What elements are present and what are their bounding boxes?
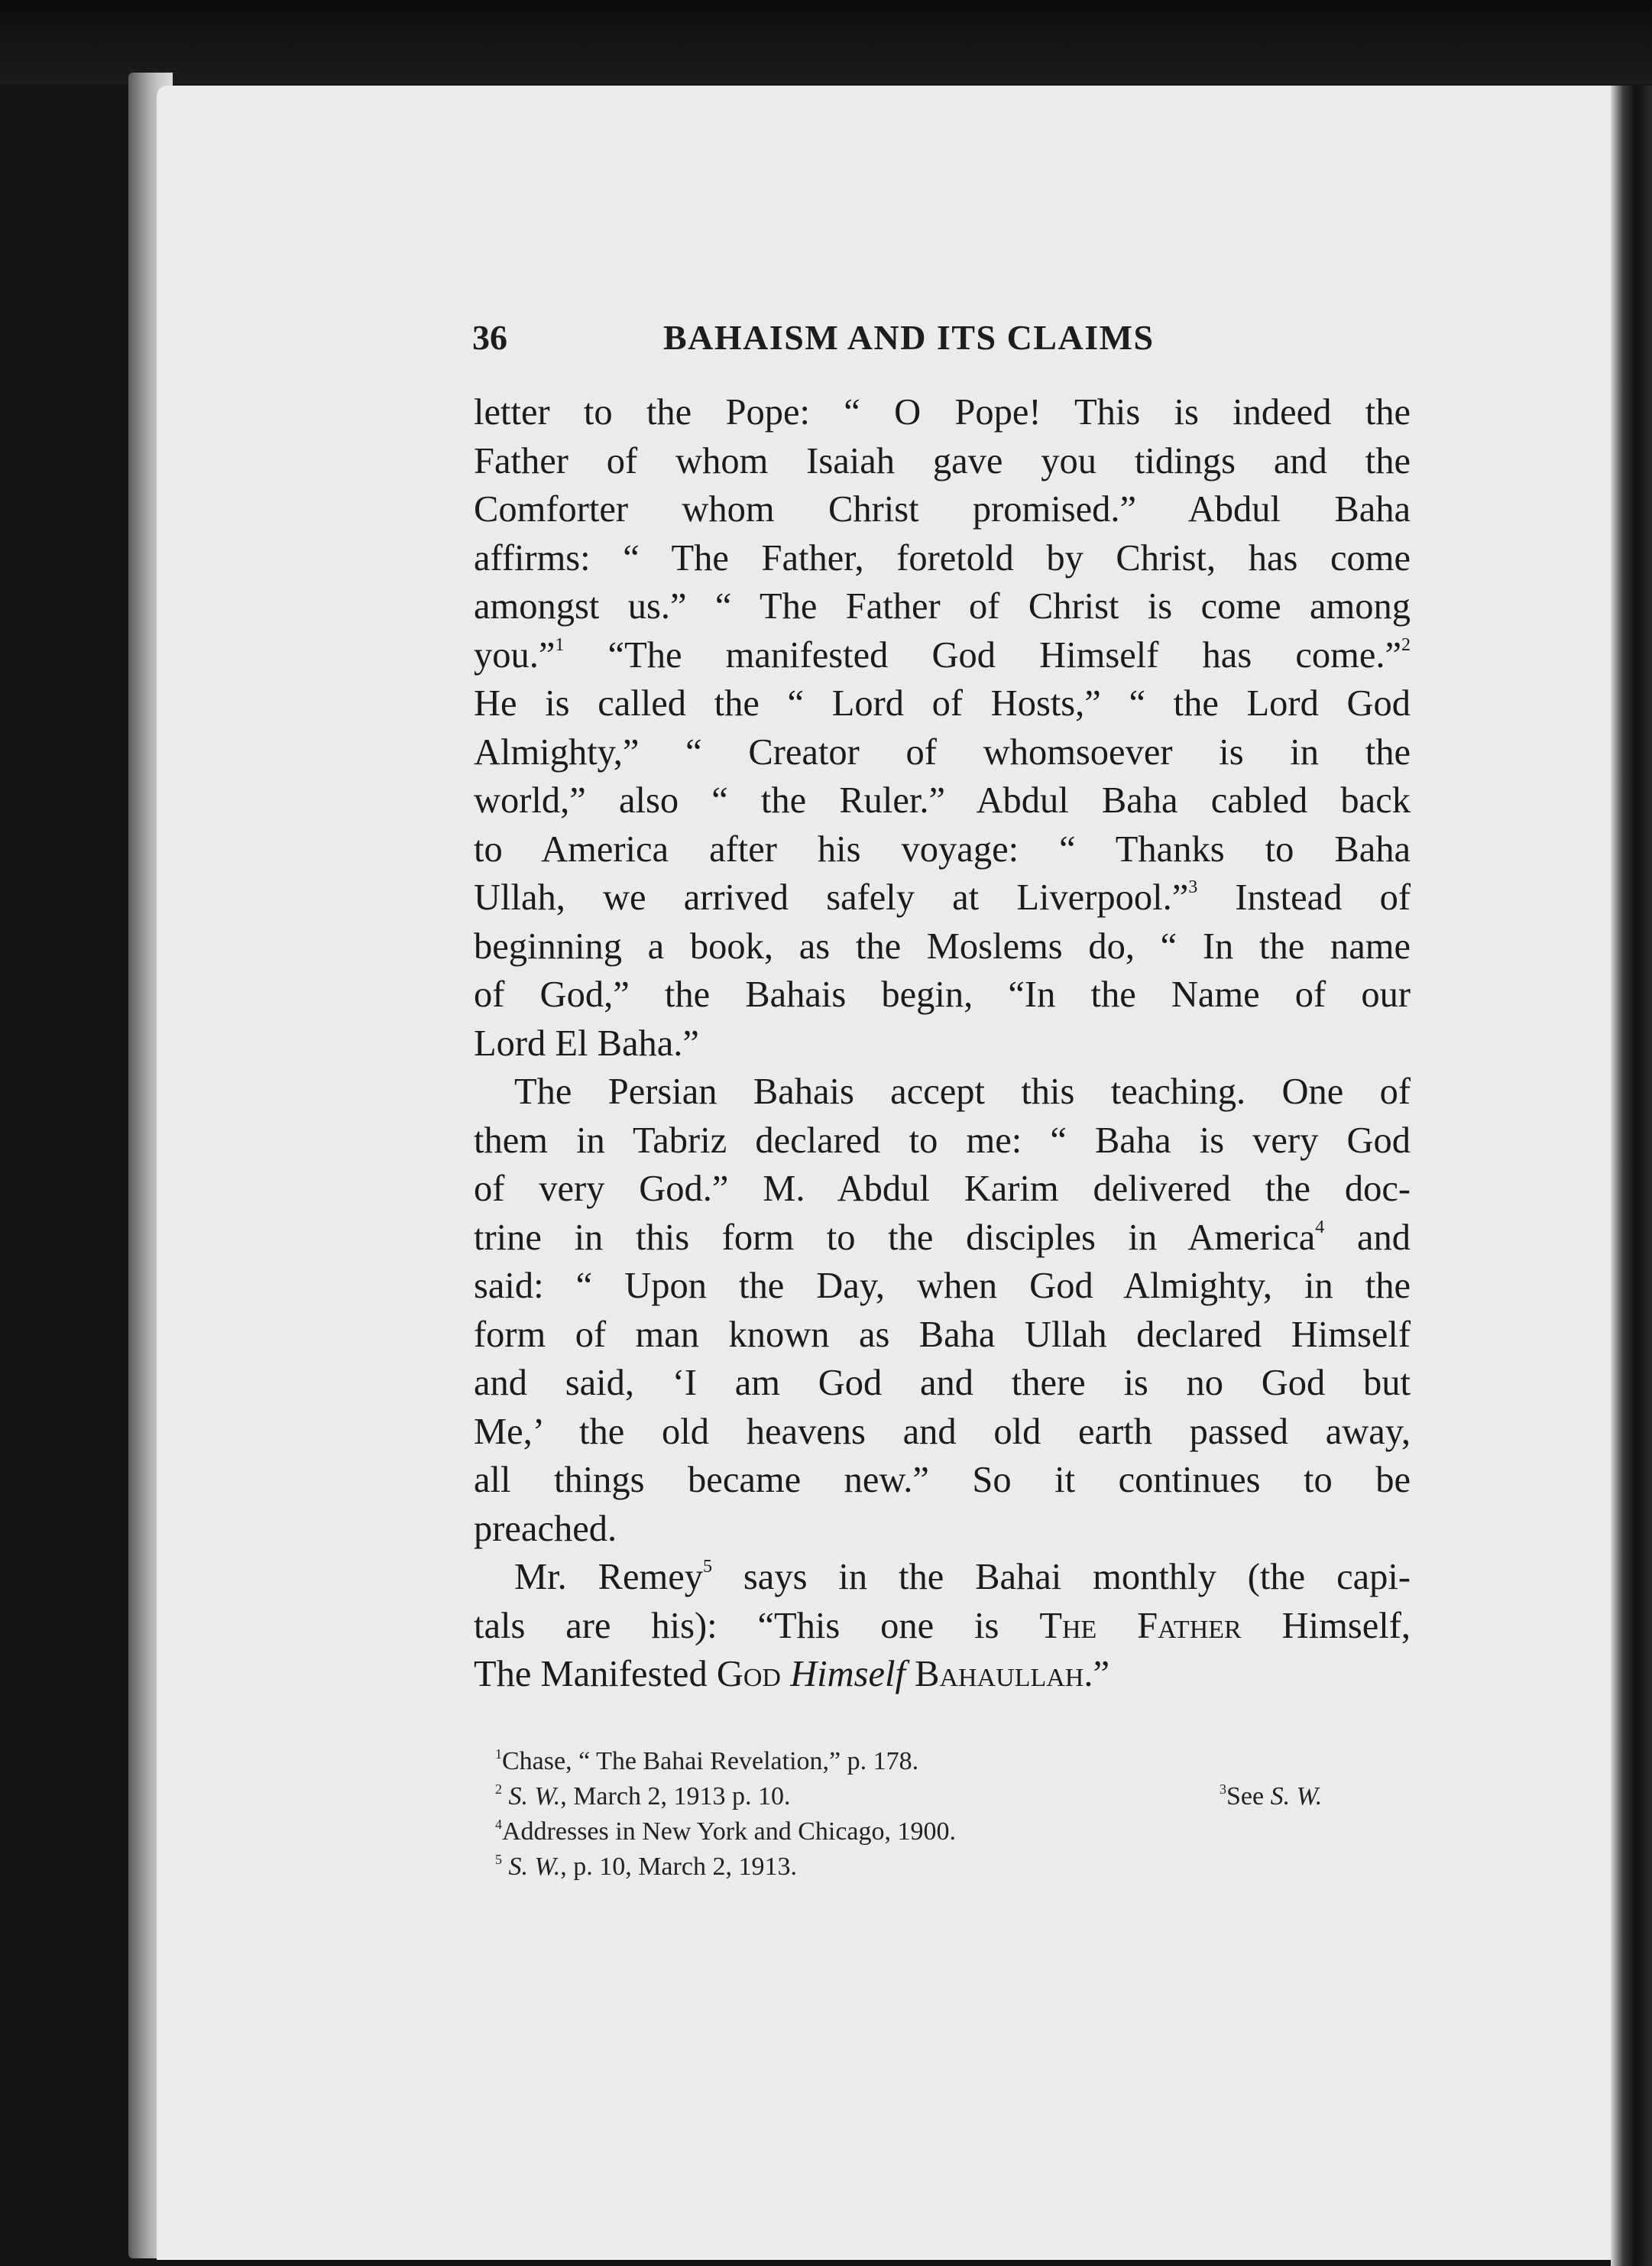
footnote-ref: 1	[555, 634, 565, 655]
page-edge-right	[1611, 86, 1652, 2266]
footnote-number: 5	[495, 1852, 502, 1867]
footnote-number: 4	[495, 1817, 502, 1832]
text-line: Father of whom Isaiah gave you tidings and the	[474, 440, 1411, 481]
footnote-text: , p. 10, March 2, 1913.	[560, 1853, 797, 1881]
footnote	[495, 1849, 1393, 1885]
text-run: Ullah, we arrived safely at Liverpool.”	[474, 877, 1189, 918]
footnote-ref: 2	[1401, 634, 1411, 655]
text-line	[474, 631, 1411, 680]
text-line: Almighty,” “ Creator of whomsoever is in the	[474, 731, 1411, 773]
footnote-number: 1	[495, 1746, 502, 1762]
text-line: The Persian Bahais accept this teaching. One of	[514, 1071, 1411, 1112]
text-line: world,” also “ the Ruler.” Abdul Baha cabled back	[474, 780, 1411, 821]
text-line: all things became new.” So it continues to be	[474, 1460, 1411, 1500]
text-line	[474, 1602, 1411, 1651]
text-line: Me,’ the old heavens and old earth passed away,	[474, 1411, 1411, 1452]
text-line	[474, 1214, 1411, 1263]
footnote	[495, 1779, 1393, 1814]
small-caps-run: God	[716, 1654, 781, 1694]
footnote-italic: S. W.	[508, 1782, 561, 1811]
footnote-ref: 5	[703, 1557, 713, 1577]
text-run: “The manifested God Himself has come.”	[607, 634, 1402, 676]
text-line: Comforter whom Christ promised.” Abdul Baha	[474, 489, 1411, 530]
italic-run: Himself	[790, 1654, 905, 1694]
footnote-ref: 3	[1188, 877, 1198, 897]
footnote-italic: S. W.	[1270, 1782, 1323, 1811]
text-line: form of man known as Baha Ullah declared Himself	[474, 1314, 1411, 1355]
text-line: of God,” the Bahais begin, “In the Name of our	[474, 974, 1411, 1015]
text-line: amongst us.” “ The Father of Christ is come among	[474, 586, 1411, 627]
text-run: Instead of	[1235, 877, 1411, 918]
text-run: .”	[1084, 1654, 1109, 1694]
footnote-text: Addresses in New York and Chicago, 1900.	[502, 1817, 957, 1846]
text-run: says in the Bahai monthly (the capi-	[743, 1557, 1411, 1597]
footnote-italic: S. W.	[508, 1853, 561, 1881]
text-line: preached.	[474, 1508, 617, 1549]
text-line: beginning a book, as the Moslems do, “ In the name	[474, 926, 1411, 967]
footnote-text: Chase, “ The Bahai Revelation,” p. 178.	[502, 1747, 919, 1775]
text-line: and said, ‘I am God and there is no God but	[474, 1363, 1411, 1403]
text-line	[474, 874, 1411, 922]
running-title: BAHAISM AND ITS CLAIMS	[663, 318, 1155, 357]
text-run: tals are his): “This one is	[474, 1605, 999, 1646]
text-line	[474, 1650, 1411, 1699]
footnote	[1220, 1779, 1322, 1814]
text-run: trine in this form to the disciples in America	[474, 1217, 1316, 1258]
footnotes	[495, 1744, 1393, 1885]
text-line: letter to the Pope: “ O Pope! This is indeed the	[474, 392, 1411, 433]
text-line: them in Tabriz declared to me: “ Baha is very God	[474, 1120, 1411, 1161]
footnote-text: , March 2, 1913 p. 10.	[560, 1782, 791, 1811]
text-line	[474, 1553, 1411, 1602]
text-line: said: “ Upon the Day, when God Almighty, in the	[474, 1266, 1411, 1306]
footnote-number: 3	[1220, 1781, 1226, 1797]
text-run: Mr. Remey	[514, 1557, 704, 1597]
text-line: of very God.” M. Abdul Karim delivered the doc-	[474, 1169, 1411, 1209]
text-run: and	[1356, 1217, 1411, 1258]
text-run: you.”	[474, 634, 556, 676]
small-caps-run: The Father	[1039, 1605, 1242, 1646]
text-line: Lord El Baha.”	[474, 1023, 699, 1064]
footnote	[495, 1814, 1393, 1849]
footnote	[495, 1744, 1393, 1779]
text-run: Himself,	[1281, 1605, 1411, 1646]
footnote-text: See	[1226, 1782, 1271, 1811]
page-number: 36	[472, 318, 507, 357]
text-run: The Manifested	[474, 1654, 708, 1694]
scan-background	[0, 0, 1652, 84]
small-caps-run: Bahaullah	[915, 1654, 1084, 1694]
text-line: He is called the “ Lord of Hosts,” “ the Lord God	[474, 683, 1411, 724]
footnote-number: 2	[495, 1781, 502, 1797]
text-line: affirms: “ The Father, foretold by Christ, has come	[474, 537, 1411, 579]
body-text	[474, 388, 1411, 1699]
running-head	[472, 317, 1412, 363]
footnote-ref: 4	[1315, 1217, 1325, 1237]
text-line: to America after his voyage: “ Thanks to Baha	[474, 828, 1411, 870]
